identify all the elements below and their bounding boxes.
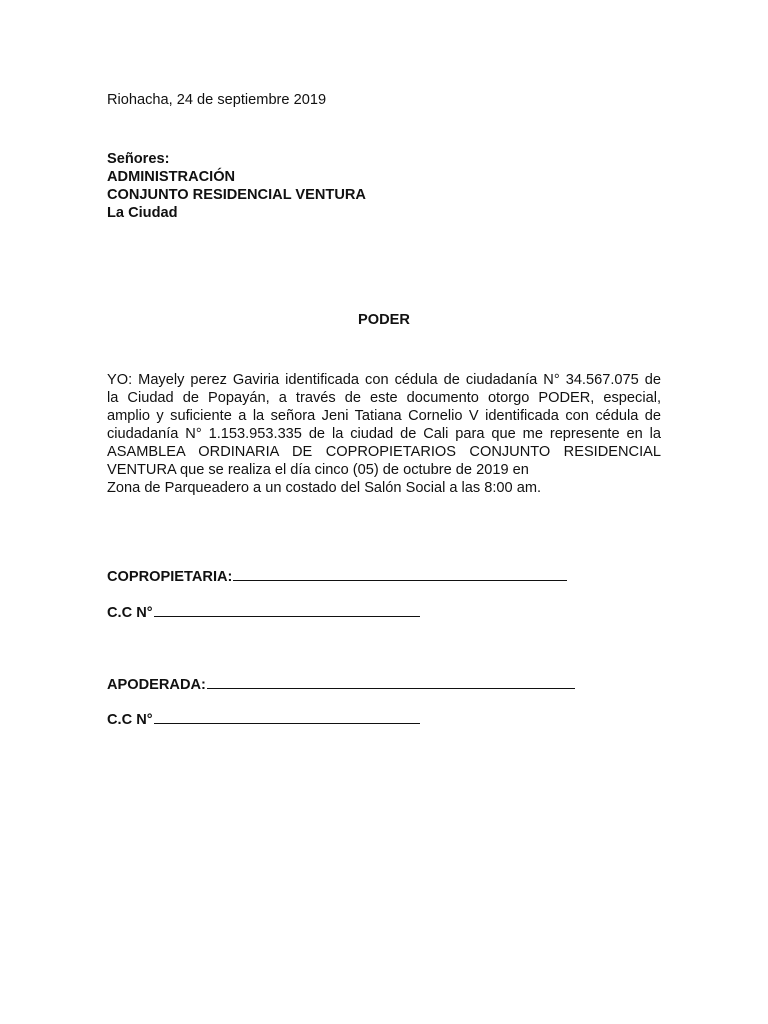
body-paragraph	[107, 371, 661, 497]
copropietaria-blank	[233, 566, 567, 581]
body-line: ciudadanía N° 1.153.953.335 de la ciudad de Cali para que me represente en la	[107, 426, 661, 442]
body-line: la Ciudad de Popayán, a través de este documento otorgo PODER, especial,	[107, 390, 661, 406]
addressee-line-1: ADMINISTRACIÓN	[107, 169, 236, 185]
apoderada-cc-label: C.C N°	[107, 712, 153, 728]
body-line: YO: Mayely perez Gaviria identificada con cédula de ciudadanía N° 34.567.075 de	[107, 372, 661, 388]
apoderada-blank	[207, 674, 575, 689]
copropietaria-id-line	[107, 602, 420, 622]
body-line: Zona de Parqueadero a un costado del Salón Social a las 8:00 am.	[107, 480, 542, 496]
apoderada-cc-blank	[154, 709, 420, 724]
copropietaria-signature-line	[107, 566, 567, 586]
addressee-line-2: CONJUNTO RESIDENCIAL VENTURA	[107, 187, 366, 203]
apoderada-signature-line	[107, 674, 575, 694]
body-line: ASAMBLEA ORDINARIA DE COPROPIETARIOS CONJUNTO RESIDENCIAL	[107, 444, 661, 460]
copropietaria-label: COPROPIETARIA:	[107, 569, 233, 585]
copropietaria-cc-label: C.C N°	[107, 605, 153, 621]
apoderada-id-line	[107, 709, 420, 729]
copropietaria-cc-blank	[154, 602, 420, 617]
document-title: PODER	[358, 312, 410, 328]
addressee-block	[107, 150, 366, 222]
apoderada-label: APODERADA:	[107, 677, 206, 693]
date-line: Riohacha, 24 de septiembre 2019	[107, 92, 327, 108]
body-line: amplio y suficiente a la señora Jeni Tatiana Cornelio V identificada con cédula de	[107, 408, 661, 424]
addressee-line-3: La Ciudad	[107, 205, 178, 221]
addressee-salutation: Señores:	[107, 151, 170, 167]
body-line: VENTURA que se realiza el día cinco (05) de octubre de 2019 en	[107, 462, 529, 478]
